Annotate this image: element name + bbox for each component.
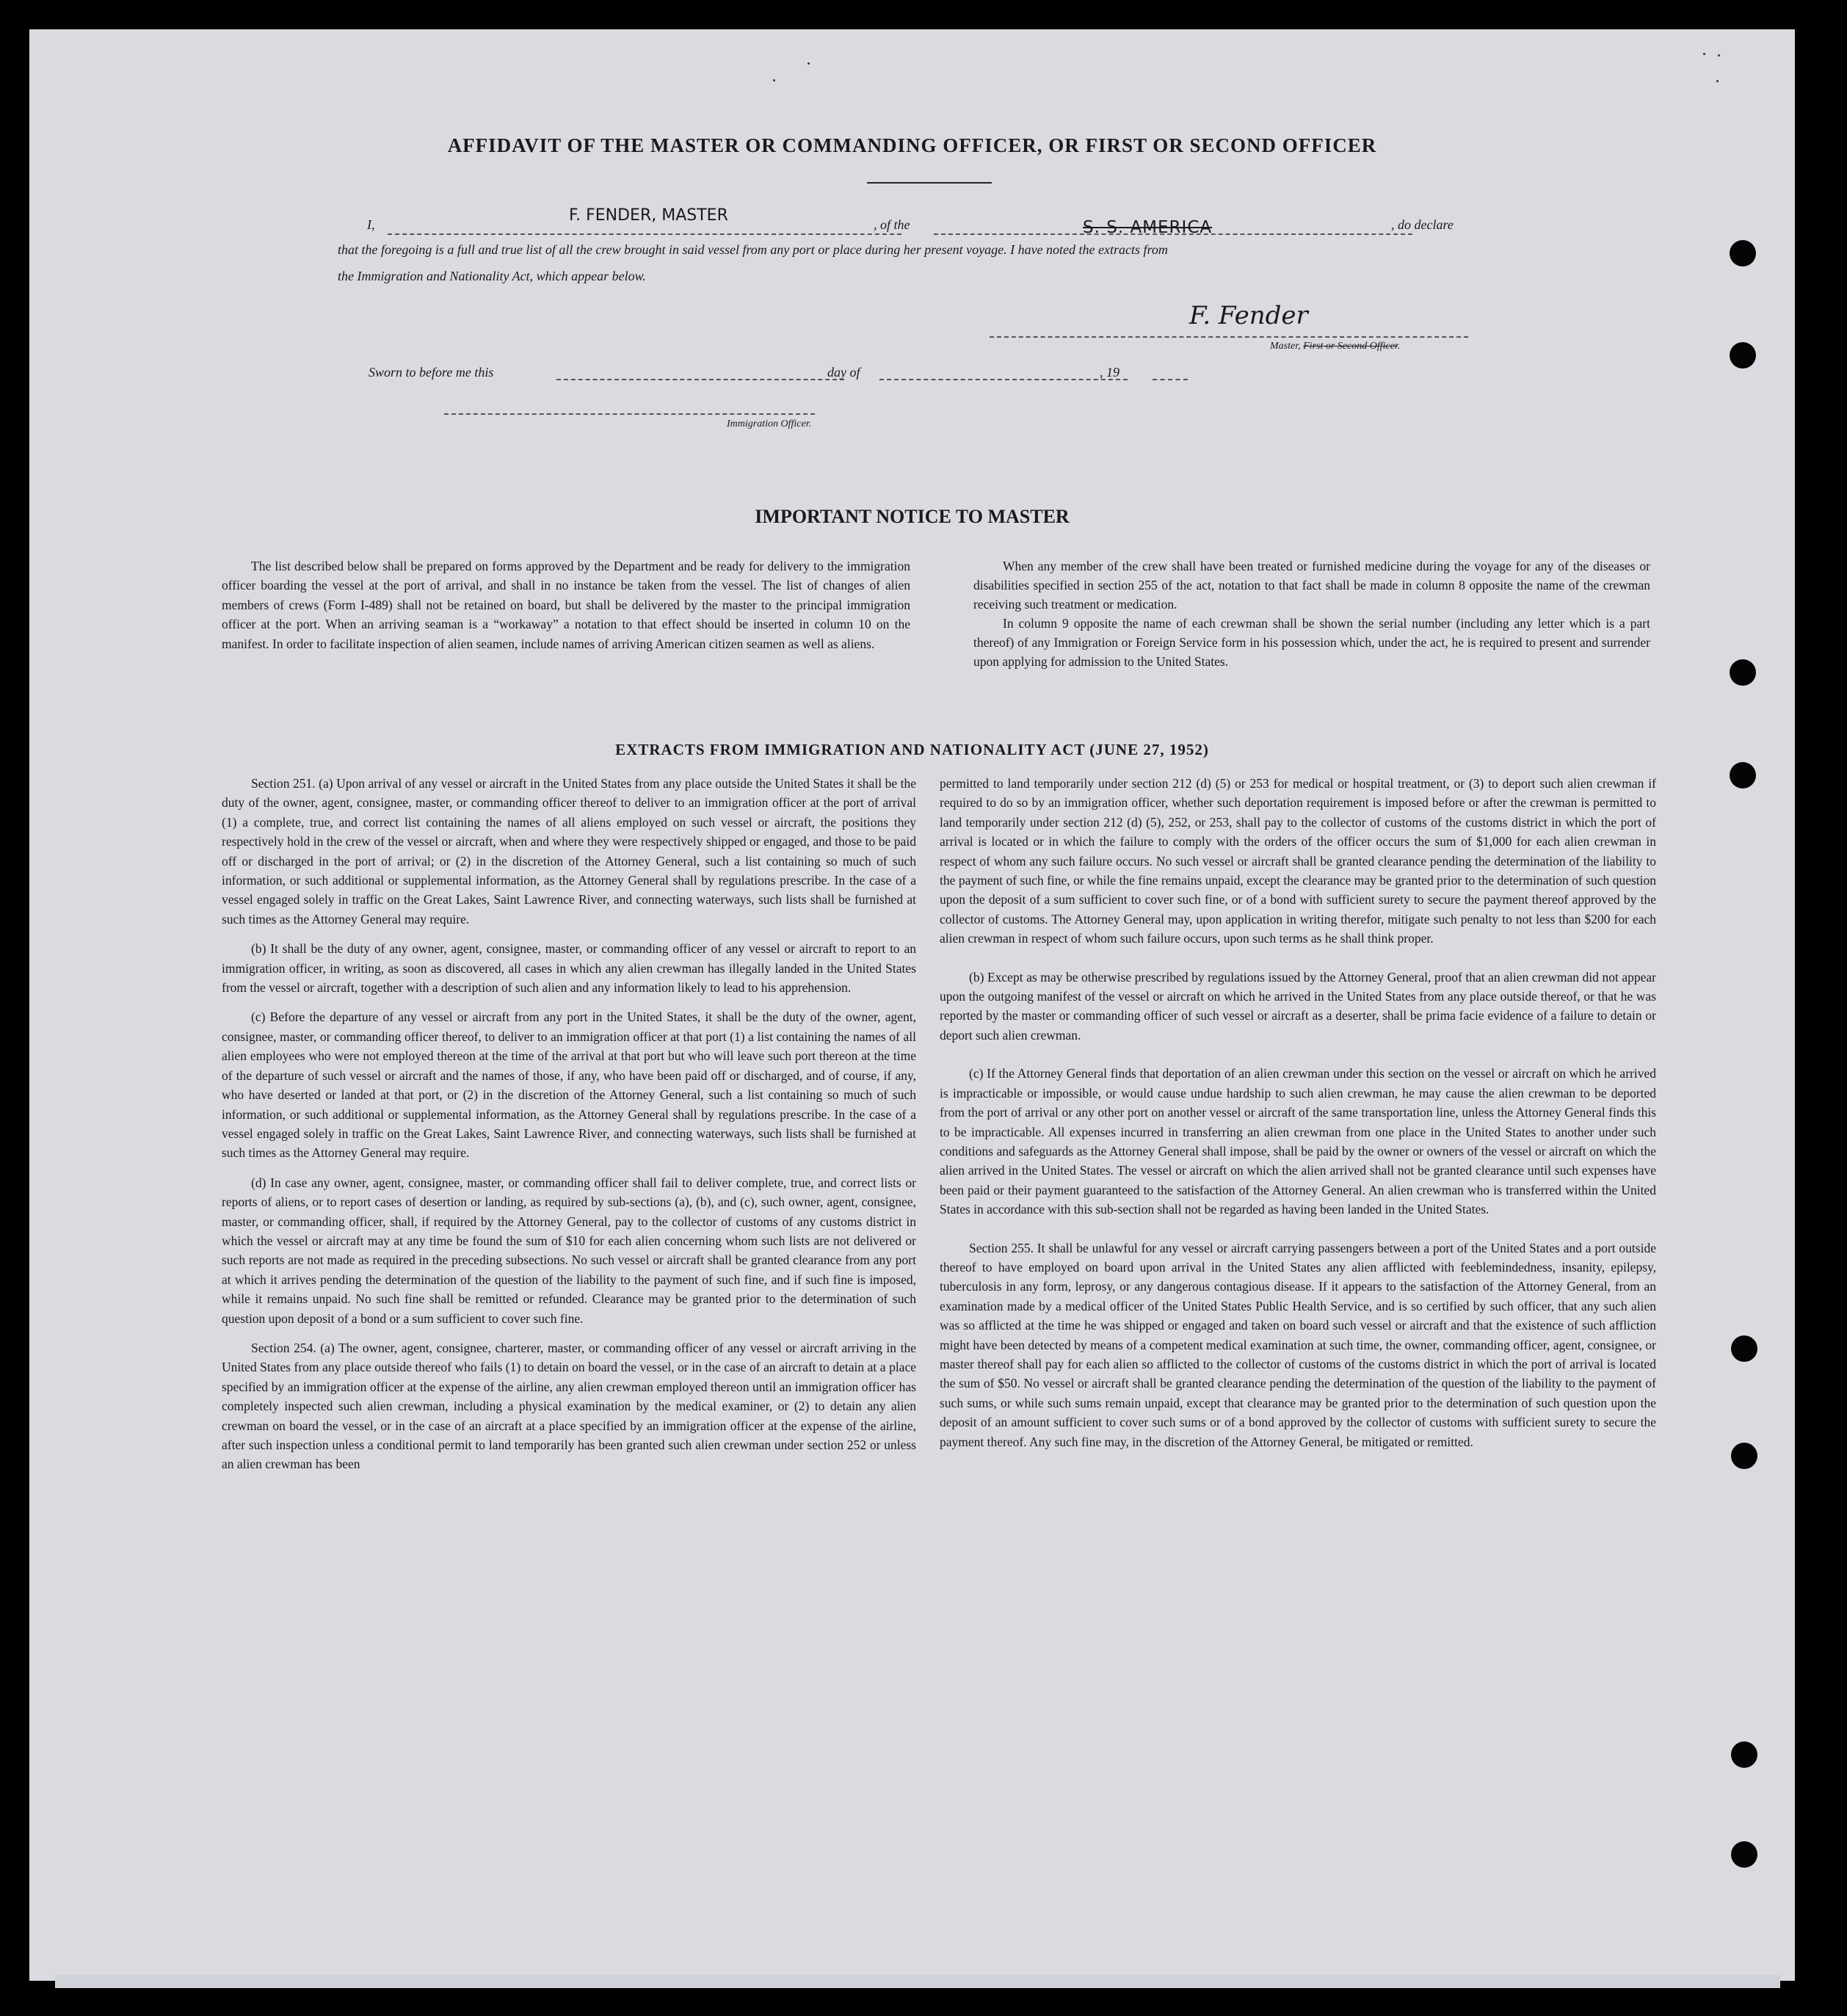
master-signature: F. Fender <box>1189 301 1308 330</box>
punch-hole <box>1731 1841 1757 1868</box>
section-254-a-continued: permitted to land temporarily under section 212 (d) (5) or 253 for medical or hospital treatment, or (3) to deport such alien crewman if required to do so by an immigration officer, whether such deportation requirement is imposed before or after the crewman is permitted to land temporarily under section 212 (d) (5), 252, or 253, shall pay to the collector of customs of the customs district in which the port of arrival is located or in which the failure to comply with the orders of the officer occurs the sum of $1,000 for each alien crewman in respect of whom any such failure occurs. No such vessel or aircraft shall be granted clearance pending the determination of the liability to the payment of such fine, or while the fine remains unpaid, except the clearance may be granted prior to the determination of such question upon the deposit of a sum sufficient to cover such fine, or of a bond with sufficient surety to secure the payment thereof approved by the collector of customs. The Attorney General may, upon application in writing therefor, mitigate such penalty to not less than $200 for each alien crewman in respect of whom such failure occurs, upon such terms as he shall think proper. <box>940 776 1656 946</box>
affidavit-title: AFFIDAVIT OF THE MASTER OR COMMANDING OFFICER, OR FIRST OR SECOND OFFICER <box>447 134 1377 156</box>
sworn-label: Sworn to before me this <box>369 365 494 380</box>
section-254-a: Section 254. (a) The owner, agent, consignee, charterer, master, or commanding officer of any vessel or aircraft arriving in the United States from any place outside thereof who fails (1) to detain on board the vessel, or in the case of an aircraft to detain at a place specified by an immigration officer at the expense of the airline, any alien crewman employed thereon until an immigration officer has completely inspected such alien crewman, including a physical examination by the medical examiner, or (2) to detain any alien crewman on board the vessel, or in the case of an aircraft at a place specified by an immigration officer at the expense of the airline, after such inspection unless a conditional permit to land temporarily has been granted such alien crewman under section 252 or unless an alien crewman has been <box>222 1340 916 1472</box>
year-line <box>1153 379 1188 380</box>
paper-speck <box>808 62 810 65</box>
name-value: F. FENDER, MASTER <box>569 206 728 225</box>
officer-label: Immigration Officer. <box>727 418 812 429</box>
document-page <box>29 29 1795 1981</box>
master-label: Master, <box>1270 341 1301 352</box>
notice-right-paragraph-1: When any member of the crew shall have been treated or furnished medicine during the voyage for any of the diseases or disabilities specified in section 255 of the act, notation to that fact shall be made in column 8 opposite the name of the crewman receiving such treatment or medication. <box>973 559 1650 612</box>
section-251-b: (b) It shall be the duty of any owner, agent, consignee, master, or commanding officer of any vessel or aircraft to report to an immigration officer, in writing, as soon as discovered, all cases in which any alien crewman has illegally landed in the United States from the vessel or aircraft, together with a description of such alien and any information likely to lead to his apprehension. <box>222 941 916 996</box>
year-label: , 19 <box>1100 365 1120 380</box>
paper-speck <box>1716 80 1719 82</box>
day-label: day of <box>827 365 860 380</box>
paper-speck <box>1718 54 1720 57</box>
punch-hole <box>1730 762 1756 788</box>
struck-officer-label: First or Second Officer <box>1303 341 1398 352</box>
name-line <box>388 233 901 235</box>
page-bottom-edge <box>55 1975 1780 1988</box>
punch-hole <box>1731 1443 1757 1469</box>
section-255: Section 255. It shall be unlawful for any vessel or aircraft carrying passengers between a port of the United States and a port outside thereof to have employed on board upon arrival in the United States any alien afflicted with feeblemindedness, insanity, epilepsy, tuberculosis in any form, leprosy, or any dangerous contagious disease. If it appears to the satisfaction of the Attorney General, from an examination made by a medical officer of the United States Public Health Service, and is so certified by such officer, that any such alien was so afflicted at the time he was shipped or engaged and taken on board such vessel or aircraft and that the existence of such affliction might have been detected by means of a competent medical examination at such time, the owner, commanding officer, agent, consignee, or master thereof shall pay for each alien so afflicted to the collector of customs of the customs district in which the port of arrival is located the sum of $50. No vessel or aircraft shall be granted clearance pending the determination of the question of the liability to the payment of such sums, or while such sums remain unpaid, except that clearance may be granted prior to the determination of such question upon the deposit of an amount sufficient to cover such sums or of a bond approved by the collector of customs with sufficient surety to secure the payment thereof. Any such fine may, in the discretion of the Attorney General, be mitigated or remitted. <box>940 1240 1656 1449</box>
signature-caption <box>1270 341 1400 352</box>
paper-speck <box>1703 53 1705 55</box>
extracts-right-column <box>940 774 1656 1451</box>
punch-hole <box>1730 240 1756 266</box>
statement-line-1: that the foregoing is a full and true list of all the crew brought in said vessel from any port or place during her present voyage. I have noted the extracts from <box>338 242 1168 257</box>
vessel-value: S. S. AMERICA <box>1083 218 1213 237</box>
section-251-c: (c) Before the departure of any vessel or aircraft from any port in the United States, it shall be the duty of the owner, agent, consignee, master, or commanding officer thereof, to deliver to an immigration officer at that port (1) a list containing the names of all alien employees who were not employed thereon at the time of the arrival at that port but who will leave such port thereon at the time of the departure of such vessel or aircraft and the names of those, if any, who have been paid off or discharged, and of course, if any, who have deserted or landed at that port, or (2) in the discretion of the Attorney General, such a list containing so much of such information, or such additional or supplemental information, as the Attorney General shall by regulations prescribe. In the case of a vessel engaged solely in traffic on the Great Lakes, Saint Lawrence River, and connecting waterways, such lists shall be furnished at such times as the Attorney General may require. <box>222 1009 916 1161</box>
caption-period: . <box>1397 341 1401 352</box>
title-rule <box>867 182 992 184</box>
paper-speck <box>773 79 775 81</box>
extracts-left-column <box>222 774 916 1474</box>
punch-hole <box>1731 1741 1757 1768</box>
section-251-a: Section 251. (a) Upon arrival of any vessel or aircraft in the United States from any place outside the United States it shall be the duty of the owner, agent, consignee, master, or commanding officer thereof to deliver to an immigration officer at the port of arrival (1) a complete, true, and correct list containing the names of all aliens employed on such vessel or aircraft, the positions they respectively hold in the crew of the vessel or aircraft, when and where they were respectively shipped or engaged, and those to be paid off or discharged in the port of arrival; or (2) in the discretion of the Attorney General, such a list containing so much of such information, or such additional or supplemental information, as the Attorney General shall by regulations prescribe. In the case of a vessel engaged solely in traffic on the Great Lakes, Saint Lawrence River, and connecting waterways, such lists shall be furnished at such times as the Attorney General may require. <box>222 776 916 927</box>
do-declare-label: , do declare <box>1391 217 1454 232</box>
notice-heading: IMPORTANT NOTICE TO MASTER <box>755 506 1070 527</box>
signature-line <box>990 336 1468 338</box>
notice-left-column <box>222 556 910 653</box>
i-label: I, <box>367 217 375 232</box>
officer-line <box>444 413 815 415</box>
punch-hole <box>1730 659 1756 686</box>
punch-hole <box>1730 342 1756 369</box>
extracts-heading: EXTRACTS FROM IMMIGRATION AND NATIONALITY ACT (JUNE 27, 1952) <box>615 741 1209 758</box>
punch-hole <box>1731 1335 1757 1362</box>
section-251-d: (d) In case any owner, agent, consignee, master, or commanding officer shall fail to deliver complete, true, and correct lists or reports of aliens, or to report cases of desertion or landing, as required by sub-sections (a), (b), and (c), such owner, agent, consignee, master, or commanding officer, shall, if required by the Attorney General, pay to the collector of customs of any customs district in which the vessel or aircraft may at any time be found the sum of $10 for each alien concerning whom such lists are not delivered or such reports are not made as required in the preceding subsections. No such vessel or aircraft shall be granted clearance from any port at which it arrives pending the determination of the question of the liability to the payment of such fine, and if such fine is imposed, while it remains unpaid. No such fine shall be remitted or refunded. Clearance may be granted prior to the determination of such question upon deposit of a bond or a sum sufficient to cover such fine. <box>222 1175 916 1326</box>
section-254-b: (b) Except as may be otherwise prescribed by regulations issued by the Attorney General, proof that an alien crewman did not appear upon the outgoing manifest of the vessel or aircraft on which he arrived in the United States from any place outside thereof, or that he was reported by the master or commanding officer of such vessel or aircraft as a deserter, shall be prima facie evidence of a failure to detain or deport such alien crewman. <box>940 969 1656 1043</box>
notice-right-column <box>973 556 1650 671</box>
of-the-label: , of the <box>874 217 910 232</box>
notice-right-paragraph-2: In column 9 opposite the name of each crewman shall be shown the serial number (including any letter which is a part thereof) of any Immigration or Foreign Service form in his possession which, under the act, he is required to present and surrender upon applying for admission to the United States. <box>973 616 1650 669</box>
section-254-c: (c) If the Attorney General finds that deportation of an alien crewman under this section on the vessel or aircraft on which he arrived is impracticable or impossible, or would cause undue hardship to such alien crewman, he may cause the alien crewman to be deported from the port of arrival or any other port on another vessel or aircraft of the same transportation line, unless the Attorney General finds this to be impracticable. All expenses incurred in transferring an alien crewman from one place in the United States to another under such conditions and safeguards as the Attorney General shall impose, shall be paid by the owner or owners of the vessel or aircraft on which the alien arrived in the United States. The vessel or aircraft on which the alien arrived shall not be granted clearance until such expenses have been paid or their payment guaranteed to the satisfaction of the Attorney General. An alien crewman who is transferred within the United States in accordance with this sub-section shall not be regarded as having been landed in the United States. <box>940 1066 1656 1217</box>
notice-left-paragraph: The list described below shall be prepared on forms approved by the Department and be ready for delivery to the immigration officer boarding the vessel at the port of arrival, and shall in no instance be taken from the vessel. The list of changes of alien members of crews (Form I-489) shall not be retained on board, but shall be delivered by the master to the principal immigration officer at the port. When an arriving seaman is a “workaway” a notation to that effect should be inserted in column 10 on the manifest. In order to facilitate inspection of alien seamen, include names of arriving American citizen seamen as well as aliens. <box>222 559 910 651</box>
sworn-month-line <box>879 379 1128 380</box>
statement-line-2: the Immigration and Nationality Act, which appear below. <box>338 269 646 283</box>
sworn-day-line <box>556 379 844 380</box>
